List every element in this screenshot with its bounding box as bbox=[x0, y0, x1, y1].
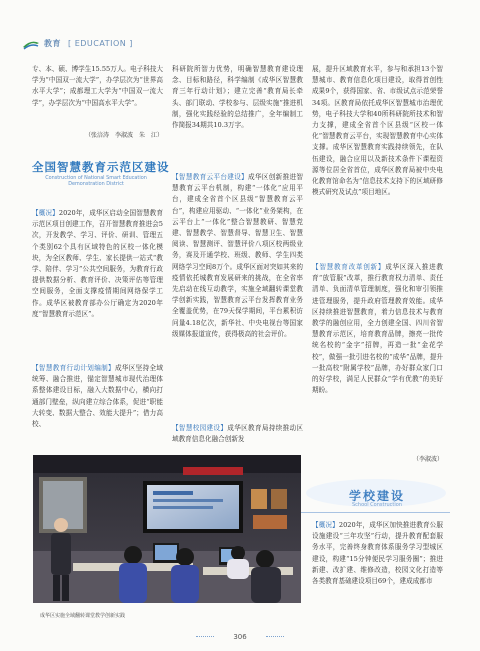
action-plan-heading: 【智慧教育行动计划编制】 bbox=[32, 364, 115, 372]
col2-paragraph-smart-campus bbox=[172, 423, 303, 445]
col3-paragraph-school-overview bbox=[312, 520, 443, 587]
photo-caption: 成华区实施全域翻转课堂教学创新实践 bbox=[40, 613, 126, 619]
section-subtitle-smart-education: Construction of National Smart Education Demonstration District bbox=[45, 175, 147, 188]
col2-paragraph-continued: 科研院所智力优势，明确智慧教育建设理念、目标和路径，科学编制《成华区智慧教育三年行动计划》；建立完善“教育局长牵头、部门联动、学校参与、层级实施”推进机制，强化实践经验的总结推广，全年编制工作简报34期共10.3万字。 bbox=[172, 65, 303, 130]
cloud-platform-heading: 【智慧教育云平台建设】 bbox=[172, 173, 249, 181]
classroom-photo bbox=[33, 455, 301, 603]
col2-paragraph-cloud-platform bbox=[172, 172, 303, 340]
reform-text: 成华区深入推进教育“放管服”改革，推行教育权力清单、责任清单、负面清单管理制度，强化和审引领推进管理服务，提升政府管理教育效能。成华区持续推进智慧教育，着力信息技术与教育教学的融创应用，全力创建全国、四川省智慧教育示范区，培育教育品牌，擦亮一批传统名校的“金字”招牌，再造一批“金花学校”，做强一批引进名校的“成华”品牌，提升一批高校“附属学校”品牌，办好群众家门口的好学校，满足人民群众“学有优教”的美好期盼。 bbox=[312, 263, 444, 395]
section-subtitle-school-construction: School Construction bbox=[351, 502, 403, 508]
section-name-cn: 教育 bbox=[44, 39, 61, 48]
overview-text: 2020年，成华区启动全国智慧教育示范区项目创建工作，召开智慧教育推进会5次，开发教学、学习、评价、研训、管理五个类别62个具有区域特色的区校一体化模块，为全区教师、学生、家长提供一站式“教学、陪伴、学习”公共空间服务，为教育行政提供数据分析、教育评价、决策评估等管理空间服务，全面支撑疫情期间网络保学工作。成华区被教育部办公厅确定为2020年度“智慧教育示范区”。 bbox=[32, 209, 163, 318]
section-name-en: [ EDUCATION ] bbox=[68, 39, 133, 48]
col3-paragraph-reform bbox=[312, 262, 443, 396]
section-header bbox=[44, 38, 133, 49]
col1-byline: （张涪涛 李淑波 朱 江） bbox=[84, 132, 163, 139]
overview-heading: 【概况】 bbox=[32, 209, 59, 217]
section-title-school-construction: 学校建设 bbox=[348, 489, 405, 503]
reform-heading: 【智慧教育改革创新】 bbox=[312, 263, 386, 271]
col1-paragraph-overview bbox=[32, 208, 163, 320]
school-overview-heading: 【概况】 bbox=[312, 521, 339, 529]
section-title-smart-education: 全国智慧教育示范区建设 bbox=[32, 160, 170, 174]
smart-campus-heading: 【智慧校园建设】 bbox=[172, 424, 228, 432]
action-plan-text: 成华区坚持全域统筹、融合推进，锚定智慧城市现代治理体系整体建设目标，融入大数据中心，横向打通部门壁垒，纵向建立综合体系，促进“职能大转变、数据大整合、效能大提升”；借力高校、 bbox=[32, 364, 163, 429]
page-number: 306 bbox=[233, 633, 247, 641]
school-overview-text: 2020年，成华区加快推进教育公服设施建设“三年攻坚”行动，提升教育配套服务水平，完善终身教育体系服务学习型城区建设，构建“15分钟便民学习服务圈”；推进新建、改扩建、维修改造，校园文化打造等各类教育基础建设项目69个，建成成都市 bbox=[312, 521, 443, 586]
page-number-decoration-right bbox=[266, 636, 284, 638]
cloud-platform-text: 成华区创新推进智慧教育云平台机制，构建“一体化”应用平台，建成全省首个区县级“智慧教育云平台”，构建应用驱动、“一体化”业务架构，在云平台上“一体化”整合智慧教研、智慧党建、智慧教学、智慧督导、智慧卫生、智慧阅读、智慧测评、智慧评价八项区校两级业务，赛及开通学校、班级、教师、学生四类网络学习空间8万个。成华区面对突如其来的疫情依托城教育发展研来的挑战，在全省率先启动在线互动教学，实施全域翻转课堂教学创新实践，智慧教育云平台发挥教育业务全覆盖优势，在79天保学期间，平台累积访问量4.18亿次，新华社、中央电视台等国家级媒体报道宣传，获得极高的社会评价。 bbox=[172, 173, 304, 338]
col3-paragraph-continued: 展，提升区域教育水平，参与和承担13个智慧城市、教育信息化项目建设，取得首创性成果9个，获得国家、省、市级试点示范荣誉34项。区教育局依托成华区智慧城市治理优势，电子科技大学和40所科研院所技术和智力支撑，建成全省首个区县级“区校一体化”智慧教育云平台，实现智慧教育中心实体支撑。成华区智慧教育实践持续领先，在队伍建设，融合应用以及新技术条件下课程资源等位居全省首位，成华区教育局被中央电化教育馆命名为“信息技术支持下的区域研修模式研究及试点”项目地区。 bbox=[312, 65, 443, 197]
col3-byline: （李淑波） bbox=[412, 456, 443, 463]
smart-campus-text: 成华区教育局持续推动区域教育信息化融合创新发 bbox=[172, 424, 304, 444]
page-number-decoration-left bbox=[196, 636, 214, 638]
education-logo-icon bbox=[22, 38, 40, 50]
col1-paragraph-action-plan bbox=[32, 363, 163, 430]
col1-intro: 专、本、硕、博学生15.55万人。电子科技大学为“中国双一流大学”，办学层次为“世界高水平大学”；成都理工大学为“中国双一流大学”，办学层次为“中国高水平大学”。 bbox=[32, 65, 163, 107]
section-divider bbox=[300, 512, 450, 513]
